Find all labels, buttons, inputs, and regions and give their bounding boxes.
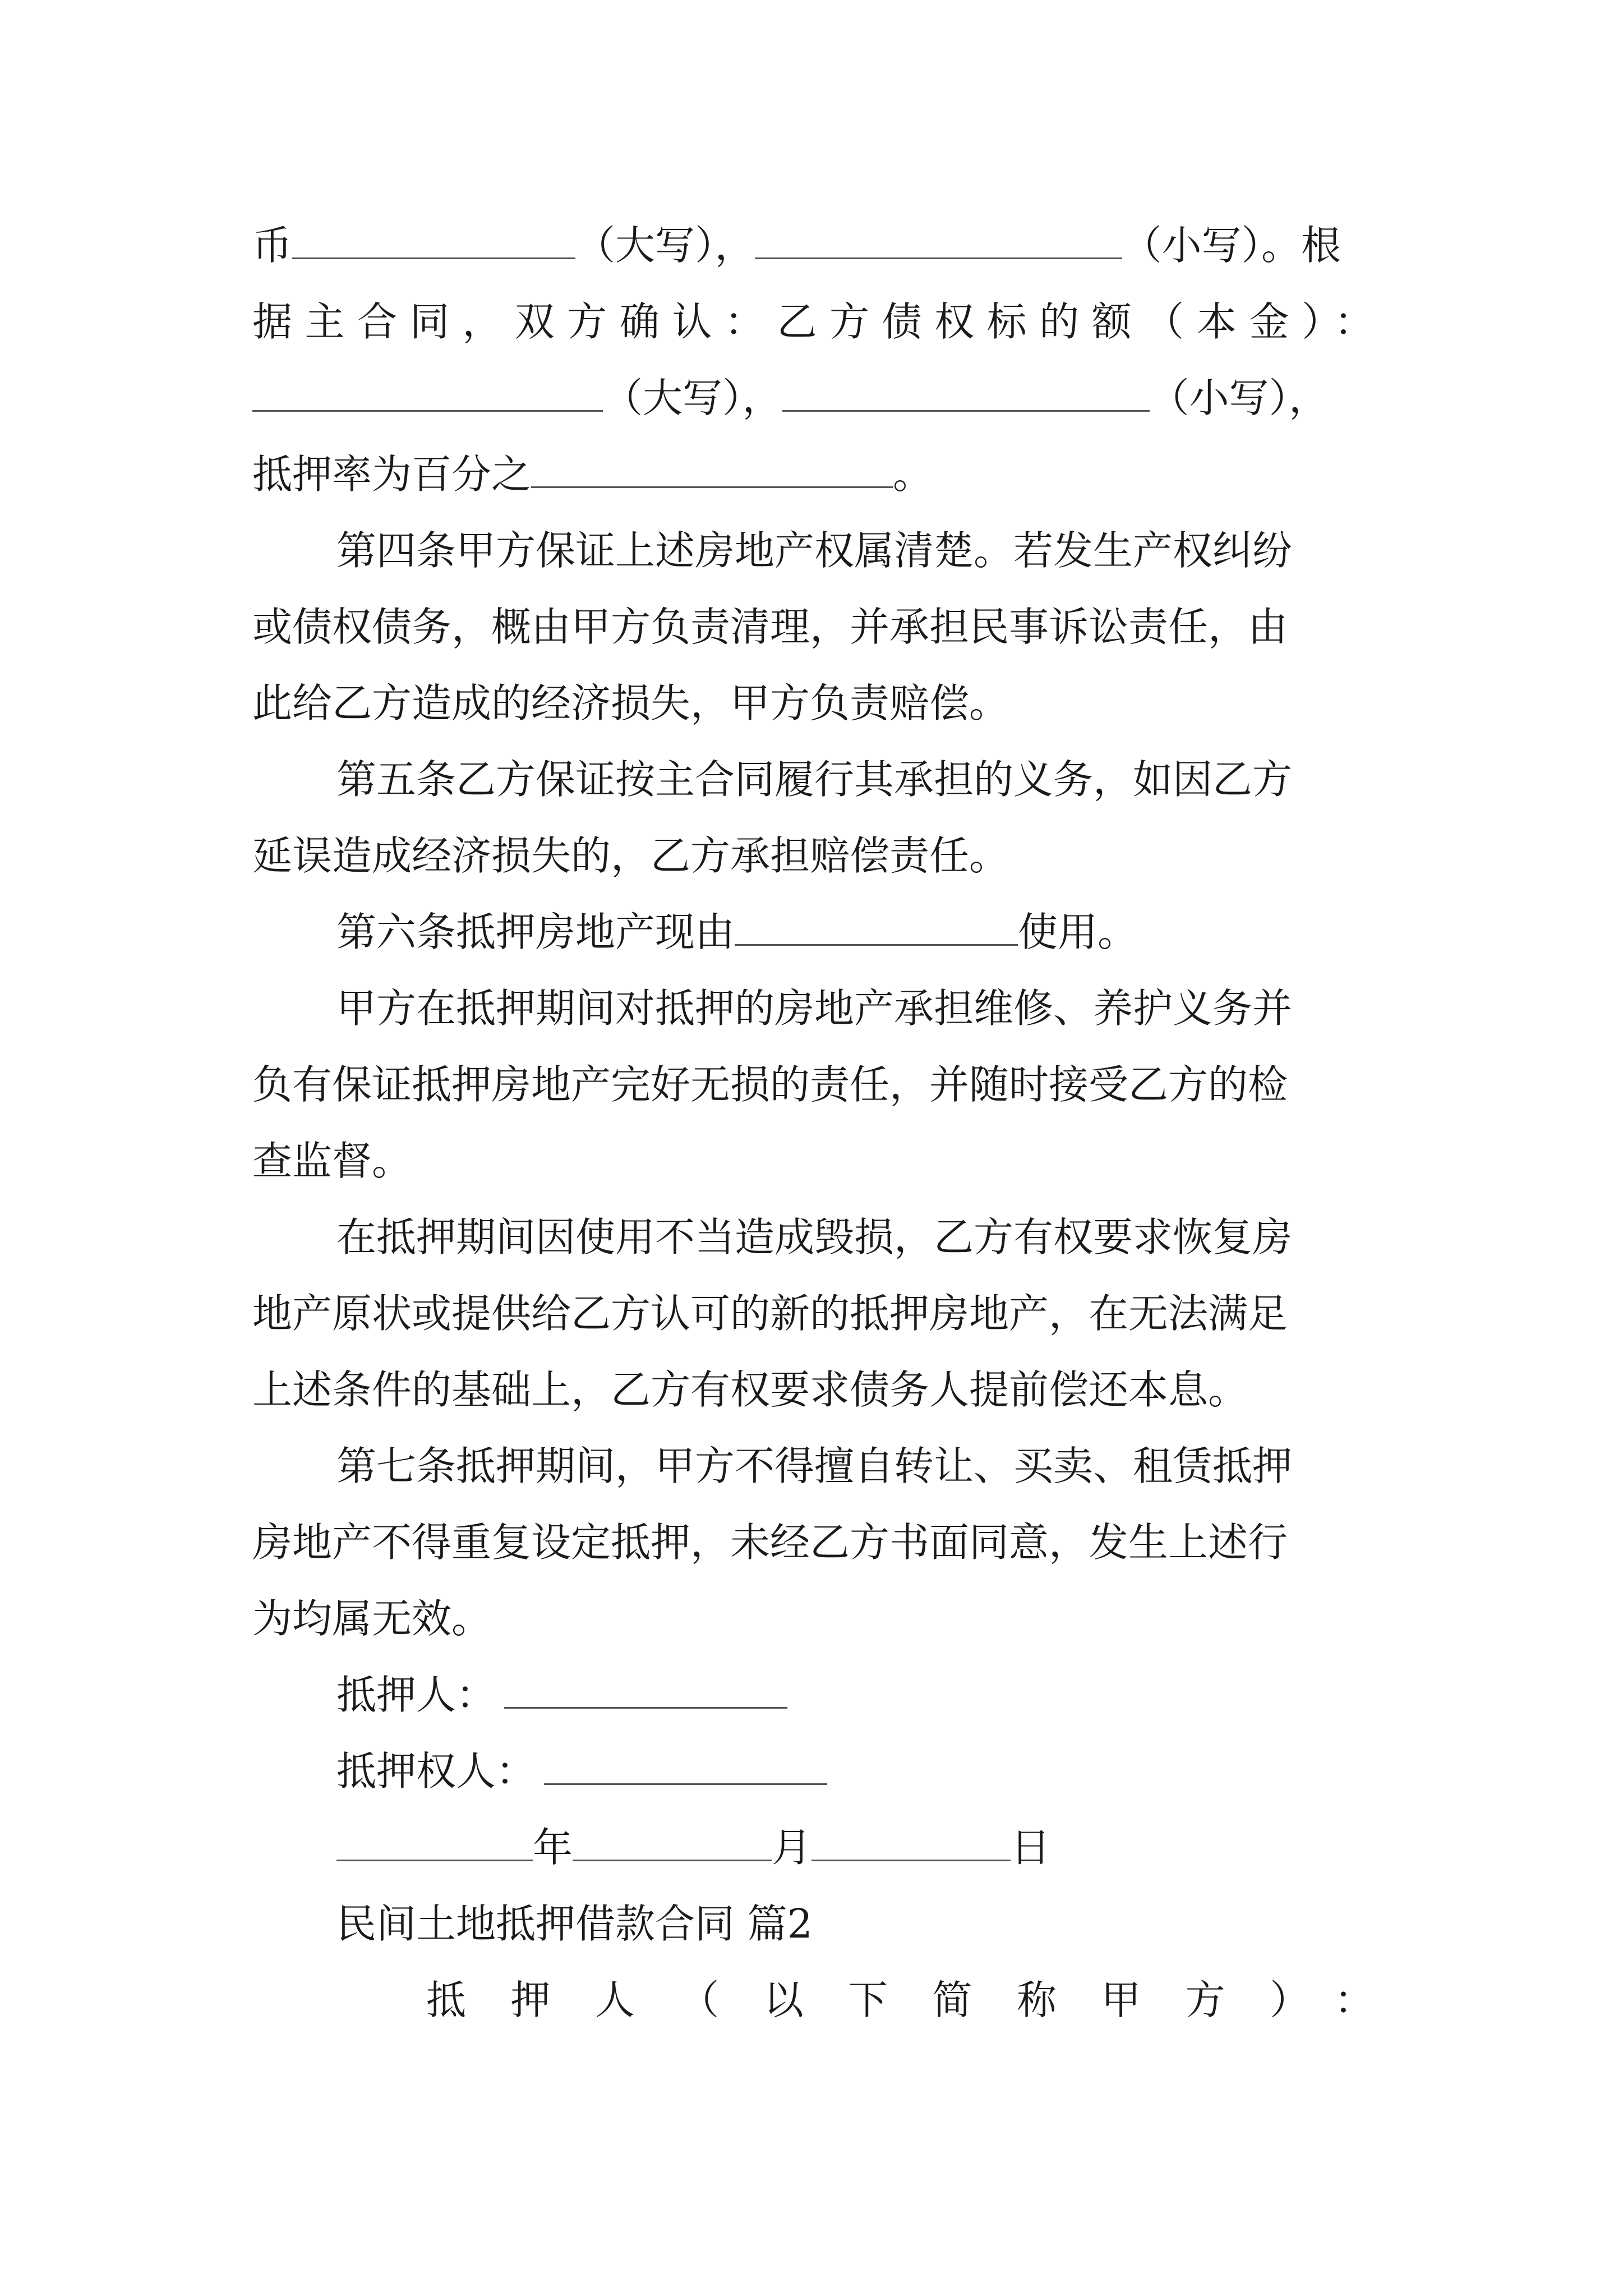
mortgagee-signature-line bbox=[252, 1733, 1374, 1810]
article-6-label: 第六条抵押房地产现由 bbox=[336, 909, 735, 955]
article-4-line-1: 第四条甲方保证上述房地产权属清楚。若发生产权纠纷 bbox=[336, 527, 1293, 574]
article-6-end: 使用。 bbox=[1018, 909, 1138, 955]
lowercase-label: （小写）。根 bbox=[1122, 222, 1341, 269]
mortgagor-label: 抵押人： bbox=[336, 1672, 496, 1718]
month-blank bbox=[573, 1824, 772, 1861]
contract-page bbox=[252, 208, 1374, 2039]
mortgage-rate-label: 抵押率为百分之 bbox=[252, 451, 532, 498]
article-5-line-2: 延误造成经济损失的，乙方承担赔偿责任。 bbox=[252, 832, 1009, 879]
mortgagor-signature-line bbox=[252, 1657, 1374, 1733]
section-2-mortgagor-line: 抵押人（以下简称甲方）： bbox=[426, 1977, 1374, 2023]
mortgagor-blank bbox=[504, 1671, 787, 1709]
currency-label: 币 bbox=[252, 222, 293, 269]
mortgagee-label: 抵押权人： bbox=[336, 1748, 536, 1795]
mortgage-rate-line bbox=[252, 436, 1374, 513]
day-blank bbox=[811, 1824, 1011, 1861]
article-7-line-3: 为均属无效。 bbox=[252, 1595, 492, 1642]
article-6-user-blank bbox=[735, 908, 1018, 946]
amount-line bbox=[252, 208, 1374, 284]
damage-line-2: 地产原状或提供给乙方认可的新的抵押房地产，在无法满足 bbox=[252, 1290, 1288, 1337]
maintenance-line-1: 甲方在抵押期间对抵押的房地产承担维修、养护义务并 bbox=[336, 985, 1293, 1032]
article-7-line-1: 第七条抵押期间，甲方不得擅自转让、买卖、租赁抵押 bbox=[336, 1443, 1293, 1489]
article-7-line-2: 房地产不得重复设定抵押，未经乙方书面同意，发生上述行 bbox=[252, 1519, 1288, 1566]
amount-lowercase-blank bbox=[755, 222, 1122, 259]
principal-uppercase-blank bbox=[252, 374, 603, 412]
article-4-line-3: 此给乙方造成的经济损失，甲方负责赔偿。 bbox=[252, 680, 1009, 726]
uppercase-label: （大写）， bbox=[575, 222, 755, 269]
section-2-title: 民间土地抵押借款合同 篇2 bbox=[336, 1901, 813, 1947]
article-6-line bbox=[252, 894, 1374, 970]
principal-lowercase-blank bbox=[782, 374, 1150, 412]
principal-uppercase-label: （大写）， bbox=[603, 375, 782, 421]
mortgage-rate-end: 。 bbox=[893, 451, 933, 498]
mortgage-rate-blank bbox=[531, 450, 893, 488]
maintenance-line-3: 查监督。 bbox=[252, 1138, 412, 1184]
principal-confirm-line: 据主合同，双方确认：乙方债权标的额（本金）： bbox=[252, 298, 1374, 345]
maintenance-line-2: 负有保证抵押房地产完好无损的责任，并随时接受乙方的检 bbox=[252, 1061, 1288, 1108]
mortgagee-blank bbox=[544, 1747, 827, 1785]
day-label: 日 bbox=[1011, 1824, 1051, 1871]
year-label: 年 bbox=[533, 1824, 573, 1871]
damage-line-1: 在抵押期间因使用不当造成毁损，乙方有权要求恢复房 bbox=[336, 1214, 1293, 1260]
article-4-line-2: 或债权债务，概由甲方负责清理，并承担民事诉讼责任，由 bbox=[252, 604, 1288, 650]
year-blank bbox=[336, 1824, 533, 1861]
damage-line-3: 上述条件的基础上，乙方有权要求债务人提前偿还本息。 bbox=[252, 1366, 1248, 1413]
article-5-line-1: 第五条乙方保证按主合同履行其承担的义务，如因乙方 bbox=[336, 756, 1293, 803]
month-label: 月 bbox=[772, 1824, 812, 1871]
date-line bbox=[252, 1810, 1374, 1886]
principal-lowercase-label: （小写）， bbox=[1149, 375, 1329, 421]
amount-uppercase-blank bbox=[292, 222, 575, 259]
principal-amount-line bbox=[252, 360, 1374, 436]
